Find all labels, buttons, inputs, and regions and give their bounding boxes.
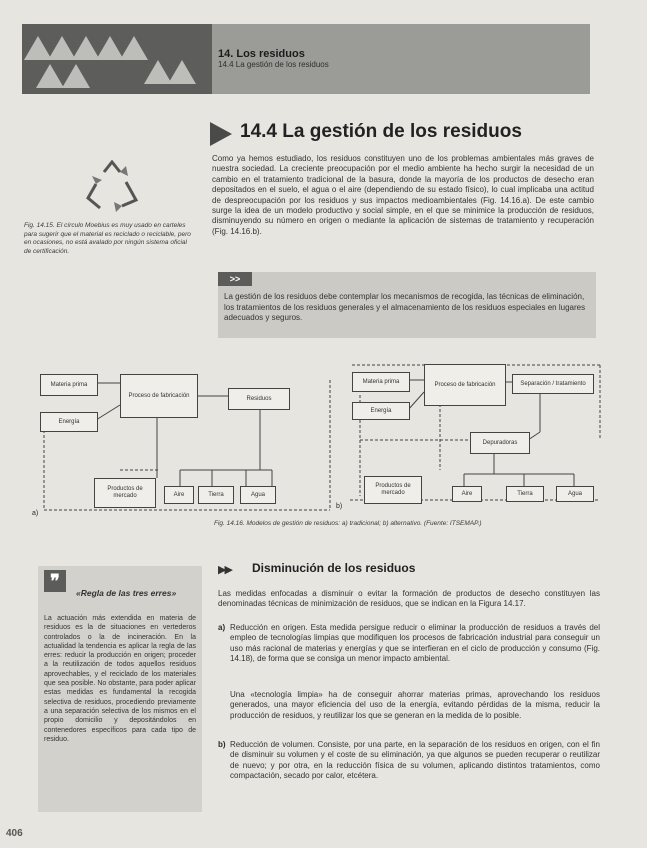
- diagram-a-label: a): [32, 510, 39, 517]
- item-b-letter: b): [218, 740, 226, 749]
- intro-paragraph: Como ya hemos estudiado, los residuos constituyen uno de los problemas ambientales más graves de nuestra sociedad. La creciente preocupación por el medio ambiente ha hecho surgir la necesidad de un cambio en el tratamiento tradicional de la basura, donde la mayoría de los productos de desecho eran depositados en el suelo, el agua o el aire (dependiendo de su estado físico), lo cual implicaba una actitud de despreocupación por los residuos y sus impactos medioambientales (Fig. 14.16.a). De este cambio surge la idea de un modelo productivo y social simple, en el que se minimice la producción de residuos, disminuyendo su número en origen o mediante la aplicación de sistemas de tratamiento y recuperación (Fig. 14.16.b).: [212, 154, 594, 236]
- callout-badge: >>: [218, 272, 252, 286]
- box-b-tierra: Tierra: [506, 486, 544, 502]
- header-subtitle: 14.4 La gestión de los residuos: [218, 60, 329, 69]
- box-a-tierra: Tierra: [198, 486, 234, 504]
- box-a-productos: Productos de mercado: [94, 478, 156, 508]
- box-a-agua: Agua: [240, 486, 276, 504]
- section-title: 14.4 La gestión de los residuos: [240, 121, 522, 142]
- quote-icon: ❞: [44, 570, 66, 592]
- box-b-energia: Energía: [352, 402, 410, 420]
- box-a-energia: Energía: [40, 412, 98, 432]
- box-a-proceso: Proceso de fabricación: [120, 374, 198, 418]
- item-a-text: Reducción en origen. Esta medida persigue reducir o eliminar la producción de residuos a través del empleo de tecnologías limpias que modifiquen los procesos de fabricación industrial para conseguir un uso más racional de materias y energías y que se interfieran en el ciclo de producción y consumo (Fig. 14.18), de forma que se consiga un menor impacto ambiental.: [230, 623, 600, 664]
- header-title: 14. Los residuos: [218, 48, 305, 60]
- box-b-proceso: Proceso de fabricación: [424, 364, 506, 406]
- box-b-productos: Productos de mercado: [364, 476, 422, 504]
- callout-text: La gestión de los residuos debe contemplar los mecanismos de recogida, las técnicas de eliminación, los tratamientos de los residuos generales y el almacenamiento de los residuos especiales en lugares adecuados y seguros.: [224, 292, 586, 322]
- figure-left-caption: Fig. 14.15. El círculo Moebius es muy usado en carteles para sugerir que el material es reciclado o reciclable, pero en ocasiones, no está avalado por ningún sistema oficial de certificación.: [24, 222, 191, 255]
- box-a-materia-prima: Materia prima: [40, 374, 98, 396]
- sidebar-title: «Regla de las tres erres»: [76, 588, 177, 598]
- box-a-aire: Aire: [164, 486, 194, 504]
- item-a-letter: a): [218, 623, 226, 632]
- box-b-materia-prima: Materia prima: [352, 372, 410, 392]
- subsection-title: Disminución de los residuos: [252, 561, 416, 575]
- page-number: 406: [6, 828, 23, 839]
- box-b-aire: Aire: [452, 486, 482, 502]
- box-b-agua: Agua: [556, 486, 594, 502]
- subsection-arrows-icon: ▶▶: [218, 564, 231, 576]
- item-b-text: Reducción de volumen. Consiste, por una parte, en la separación de los residuos en origen, con el fin de disminuir su volumen y el coste de su eliminación, ya que algunos se pueden recuperar o reutilizar de nuevo; y por otra, en la reducción física de su volumen, aplicando distintos tratamientos, como compactación, secado por calor, etcétera.: [230, 740, 600, 781]
- box-b-depuradoras: Depuradoras: [470, 432, 530, 454]
- box-b-separacion: Separación / tratamiento: [512, 374, 594, 394]
- item-a-paragraph-2: Una «tecnología limpia» ha de conseguir ahorrar materias primas, aprovechando los residuos generados, una mayor eficiencia del uso de la energía, evitando pérdidas de la misma, reducir la producción de residuos, y reutilizar los que se generan en la medida de lo posible.: [230, 690, 600, 720]
- subsection-intro: Las medidas enfocadas a disminuir o evitar la formación de productos de desecho constituyen las denominadas técnicas de minimización de residuos, que se indican en la Figura 14.17.: [218, 589, 600, 609]
- diagram-b-label: b): [336, 503, 343, 510]
- box-a-residuos: Residuos: [228, 388, 290, 410]
- sidebar-text: La actuación más extendida en materia de residuos es la de situaciones en vertederos controlados o la de incineración. En la actualidad la tendencia es aplicar la regla de las erres: reducir la producción en origen; proceder a la reutilización de todos aquellos residuos aprovechables, y el reciclado de los materiales que sea posible. No obstante, para poder aplicar estas medidas es fundamental la recogida selectiva de residuos, procediendo previamente a una separación selectiva de los mismos en el propio domicilio y depositándolos en contenedores específicos para cada tipo de residuo.: [44, 615, 196, 743]
- figure-caption: Fig. 14.16. Modelos de gestión de residuos: a) tradicional; b) alternativo. (Fuente: ITSEMAP.): [214, 520, 482, 527]
